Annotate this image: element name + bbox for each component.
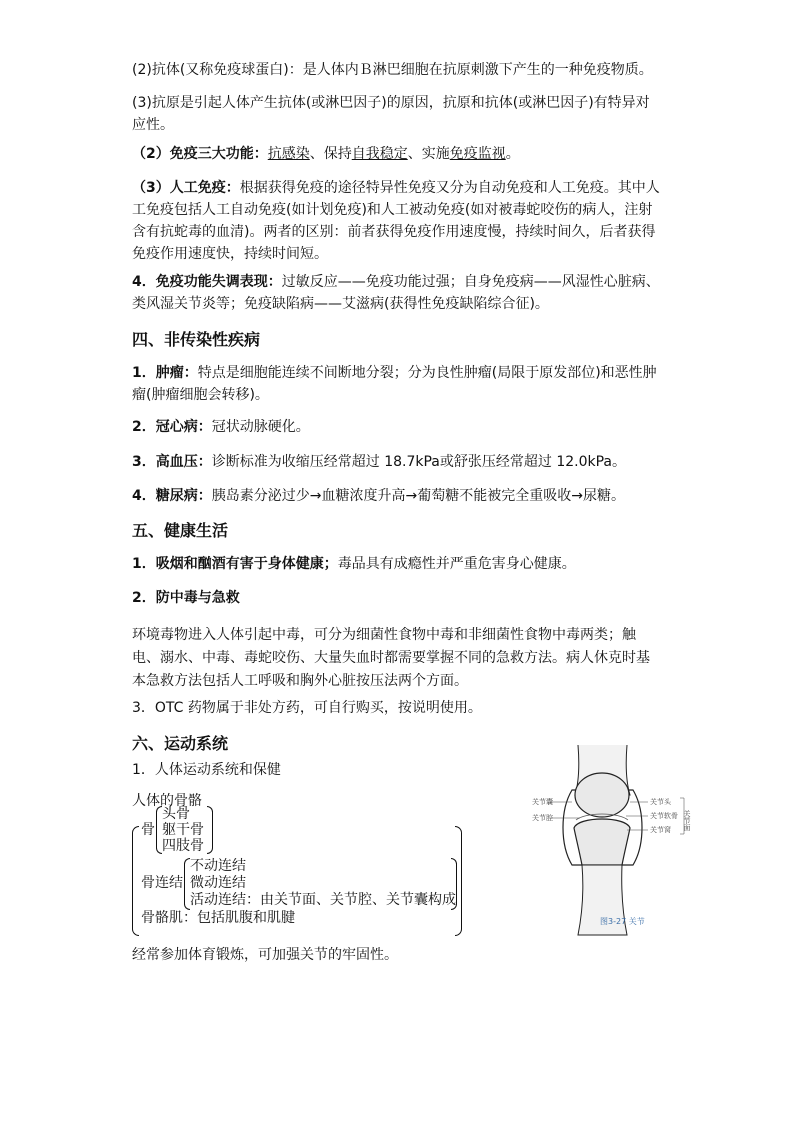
antibody-line: (2)抗体(又称免疫球蛋白)：是人体内Ｂ淋巴细胞在抗原刺激下产生的一种免疫物质。	[132, 62, 653, 78]
tree-bone: 骨	[141, 822, 155, 838]
fig-label-surface: 关节面	[683, 810, 691, 831]
immune-functions-title: （2）免疫三大功能：	[132, 146, 268, 162]
poison-title: 2．防中毒与急救	[132, 590, 240, 606]
immune-functions-line	[132, 143, 662, 165]
figure-caption: 图3-27 关节	[600, 917, 645, 926]
func-sep-1: 、保持	[309, 146, 352, 162]
disorder-title: 4．免疫功能失调表现：	[132, 274, 282, 290]
tree-muscle: 骨骼肌：包括肌腹和肌腱	[141, 910, 295, 926]
joint-item: 活动连结：由关节面、关节腔、关节囊构成	[190, 892, 456, 908]
joint-illustration	[530, 740, 700, 940]
bone-item: 头骨	[162, 806, 190, 822]
disorder-body: 过敏反应——免疫功能过强；自身免疫病——风湿性心脏病、类风湿关节炎等；免疫缺陷病——艾滋病(获得性免疫缺陷综合征)。	[132, 274, 660, 312]
diab-body: 胰岛素分泌过少→血糖浓度升高→葡萄糖不能被完全重吸收→尿糖。	[211, 488, 625, 504]
immune-disorder-paragraph	[132, 271, 662, 315]
bp-title: 3．高血压：	[132, 454, 212, 470]
joint-item: 不动连结	[190, 858, 246, 874]
otc-line: 3．OTC 药物属于非处方药，可自行购买，按说明使用。	[132, 700, 482, 716]
joint-item: 微动连结	[190, 875, 246, 891]
func-end: 。	[505, 146, 520, 162]
section-4-heading: 四、非传染性疾病	[132, 330, 261, 349]
diab-title: 4．糖尿病：	[132, 488, 212, 504]
artificial-body: 根据获得免疫的途径特异性免疫又分为自动免疫和人工免疫。其中人工免疫包括人工自动免疫(如计划免疫)和人工被动免疫(如对被毒蛇咬伤的病人，注射含有抗蛇毒的血清)。两者的区别：前者获得免疫作用速度慢，持续时间久，后者获得免疫作用速度快，持续时间短。	[132, 180, 660, 262]
func-2: 自我稳定	[351, 146, 408, 162]
exercise-note: 经常参加体育锻炼，可加强关节的牢固性。	[132, 947, 398, 963]
artificial-immunity-paragraph	[132, 177, 662, 265]
outer-brace	[132, 826, 139, 936]
fig-label-socket: 关节窝	[650, 826, 671, 834]
fig-label-head: 关节头	[650, 798, 671, 806]
fig-label-capsule: 关节囊	[532, 798, 553, 806]
poison-body: 环境毒物进入人体引起中毒，可分为细菌性食物中毒和非细菌性食物中毒两类；触电、溺水、中毒、毒蛇咬伤、大量失血时都需要掌握不同的急救方法。病人休克时基本急救方法包括人工呼吸和胸外心脏按压法两个方面。	[132, 627, 650, 689]
func-3: 免疫监视	[449, 146, 506, 162]
tree-root: 人体的骨骼	[132, 793, 202, 809]
tree-joint: 骨连结	[141, 875, 183, 891]
chd-title: 2．冠心病：	[132, 419, 212, 435]
smoke-title: 1．吸烟和酗酒有害于身体健康；	[132, 556, 338, 572]
tumor-body: 特点是细胞能连续不间断地分裂；分为良性肿瘤(局限于原发部位)和恶性肿瘤(肿瘤细胞会转移)。	[132, 365, 657, 403]
smoke-body: 毒品具有成瘾性并严重危害身心健康。	[337, 556, 576, 572]
diabetes-paragraph	[132, 485, 662, 507]
tumor-paragraph	[132, 362, 662, 406]
antigen-line: (3)抗原是引起人体产生抗体(或淋巴因子)的原因，抗原和抗体(或淋巴因子)有特异对应性。	[132, 95, 650, 133]
func-1: 抗感染	[267, 146, 310, 162]
tumor-title: 1．肿瘤：	[132, 365, 198, 381]
bp-body: 诊断标准为收缩压经常超过 18.7kPa或舒张压经常超过 12.0kPa。	[211, 454, 626, 470]
artificial-title: （3）人工免疫：	[132, 180, 240, 196]
bone-item: 躯干骨	[162, 822, 204, 838]
chd-body: 冠状动脉硬化。	[211, 419, 310, 435]
section-5-heading: 五、健康生活	[132, 521, 229, 540]
fig-label-cavity: 关节腔	[532, 814, 553, 822]
bone-item: 四肢骨	[162, 838, 204, 854]
joint-brace-right	[451, 858, 457, 910]
bp-paragraph	[132, 451, 662, 473]
fig-label-cartilage: 关节软骨	[650, 812, 678, 820]
func-sep-2: 、实施	[407, 146, 450, 162]
motion-subheading: 1．人体运动系统和保健	[132, 762, 281, 778]
bone-brace-right	[207, 806, 213, 854]
joint-figure	[530, 740, 700, 940]
chd-paragraph	[132, 416, 662, 438]
smoke-paragraph	[132, 553, 662, 575]
section-6-heading: 六、运动系统	[132, 734, 229, 753]
